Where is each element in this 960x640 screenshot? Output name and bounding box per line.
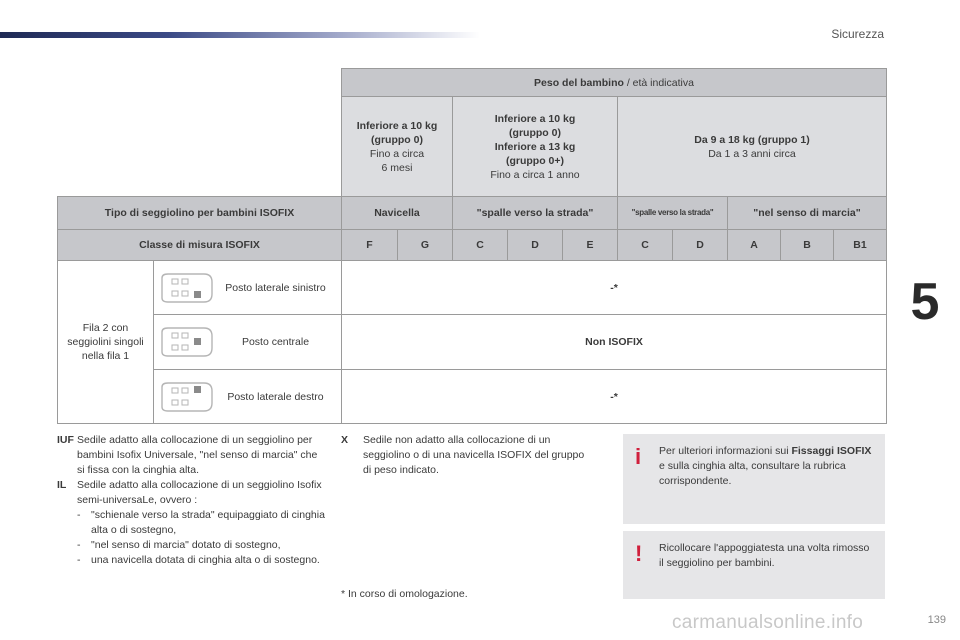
type-forward-facing: "nel senso di marcia"	[728, 197, 887, 230]
class-cell: D	[508, 230, 563, 261]
group-2-line2: Da 1 a 3 anni circa	[708, 147, 796, 160]
info-text-a: Per ulteriori informazioni sui	[659, 445, 792, 457]
seat-left-value: -*	[342, 261, 887, 315]
x-key: X	[341, 434, 349, 446]
iuf-key: IUF	[57, 434, 74, 446]
il-text: Sedile adatto alla collocazione di un seggiolino Isofix semi-universaLe, ovvero :	[77, 479, 322, 506]
warning-icon: !	[635, 541, 643, 566]
section-title: Sicurezza	[831, 27, 884, 41]
group-1-line4: (gruppo 0+)	[505, 154, 565, 167]
type-navicella: Navicella	[342, 197, 453, 230]
x-text: Sedile non adatto alla collocazione di un seggiolino o di una navicella ISOFIX del gruppo di peso indicato.	[363, 434, 585, 476]
class-cell: C	[453, 230, 508, 261]
group-0-line3: Fino a circa	[369, 147, 425, 160]
iuf-text: Sedile adatto alla collocazione di un seggiolino per bambini Isofix Universale, "nel senso di marcia" che si fissa con la cinghia alta.	[77, 434, 318, 476]
group-1-line5: Fino a circa 1 anno	[490, 168, 580, 181]
seat-center-label: Posto centrale	[241, 336, 310, 348]
type-label: Tipo di seggiolino per bambini ISOFIX	[58, 197, 342, 230]
page-number: 139	[927, 614, 946, 626]
type-rear-facing-small: "spalle verso la strada"	[618, 197, 728, 230]
car-seat-center-icon	[158, 326, 214, 358]
watermark: carmanualsonline.info	[672, 612, 864, 633]
info-icon: i	[635, 444, 642, 469]
empty-corner	[58, 69, 342, 97]
car-seat-left-icon	[158, 272, 214, 304]
notes-mid	[341, 433, 591, 478]
group-0-line2: (gruppo 0)	[371, 133, 423, 146]
top-gradient-bar	[0, 32, 480, 38]
info-text-c: e sulla cinghia alta, consultare la rubrica corrispondente.	[659, 460, 846, 487]
class-cell: G	[398, 230, 453, 261]
type-rear-facing: "spalle verso la strada"	[453, 197, 618, 230]
warning-box	[623, 531, 885, 599]
group-0-line1: Inferiore a 10 kg	[356, 119, 438, 132]
row-group-label: Fila 2 con seggiolini singoli nella fila 1	[58, 261, 154, 424]
seat-right-label: Posto laterale destro	[227, 390, 324, 403]
info-text	[659, 444, 875, 489]
class-cell: B	[781, 230, 834, 261]
seat-left-cell	[154, 261, 342, 315]
il-key: IL	[57, 479, 67, 491]
seat-left-label: Posto laterale sinistro	[225, 281, 326, 294]
group-1-line3: Inferiore a 13 kg	[494, 140, 576, 153]
class-cell: E	[563, 230, 618, 261]
group-1-line1: Inferiore a 10 kg	[494, 112, 576, 125]
class-label: Classe di misura ISOFIX	[58, 230, 342, 261]
il-dash-item: "schienale verso la strada" equipaggiato di cinghia alta o di sostegno,	[91, 509, 325, 536]
seat-right-value: -*	[342, 370, 887, 424]
seat-right-cell	[154, 370, 342, 424]
group-0-header	[342, 97, 453, 197]
seat-center-cell	[154, 315, 342, 370]
info-box	[623, 434, 885, 524]
class-cell: A	[728, 230, 781, 261]
weight-header	[342, 69, 887, 97]
car-seat-right-icon	[158, 381, 214, 413]
footnote: * In corso di omologazione.	[341, 588, 468, 600]
group-1-line2: (gruppo 0)	[509, 126, 561, 139]
group-2-line1: Da 9 a 18 kg (gruppo 1)	[694, 133, 810, 146]
seat-center-value: Non ISOFIX	[342, 315, 887, 370]
empty-corner-2	[58, 97, 342, 197]
class-cell: D	[673, 230, 728, 261]
class-cell: F	[342, 230, 398, 261]
warning-text: Ricollocare l'appoggiatesta una volta rimosso il seggiolino per bambini.	[659, 542, 870, 569]
group-0-line4: 6 mesi	[381, 161, 413, 174]
weight-header-rest: / età indicativa	[623, 76, 694, 89]
group-1-header	[618, 97, 887, 197]
group-0plus-header	[453, 97, 618, 197]
isofix-table	[57, 68, 887, 424]
weight-header-bold: Peso del bambino	[534, 76, 624, 89]
il-dash-item: "nel senso di marcia" dotato di sostegno,	[91, 539, 281, 551]
class-cell: C	[618, 230, 673, 261]
class-cell: B1	[834, 230, 887, 261]
il-dash-item: una navicella dotata di cinghia alta o di sostegno.	[91, 554, 320, 566]
chapter-number: 5	[910, 273, 940, 331]
info-text-bold: Fissaggi ISOFIX	[791, 445, 872, 457]
notes-left: IUF Sedile adatto alla collocazione di un seggiolino per bambini Isofix Universale, "nel senso di marcia" che si fissa con la cinghia alta. IL Sedile adatto alla collocazione di un seggiolino Isofix semi-universaLe, ovvero : - "schienale verso la strada" equipaggiato di cinghia alta o di sostegno, - "nel senso di marcia" dotato di sostegno, - una navicella dotata di cinghia alta o di sostegno.	[57, 433, 327, 568]
